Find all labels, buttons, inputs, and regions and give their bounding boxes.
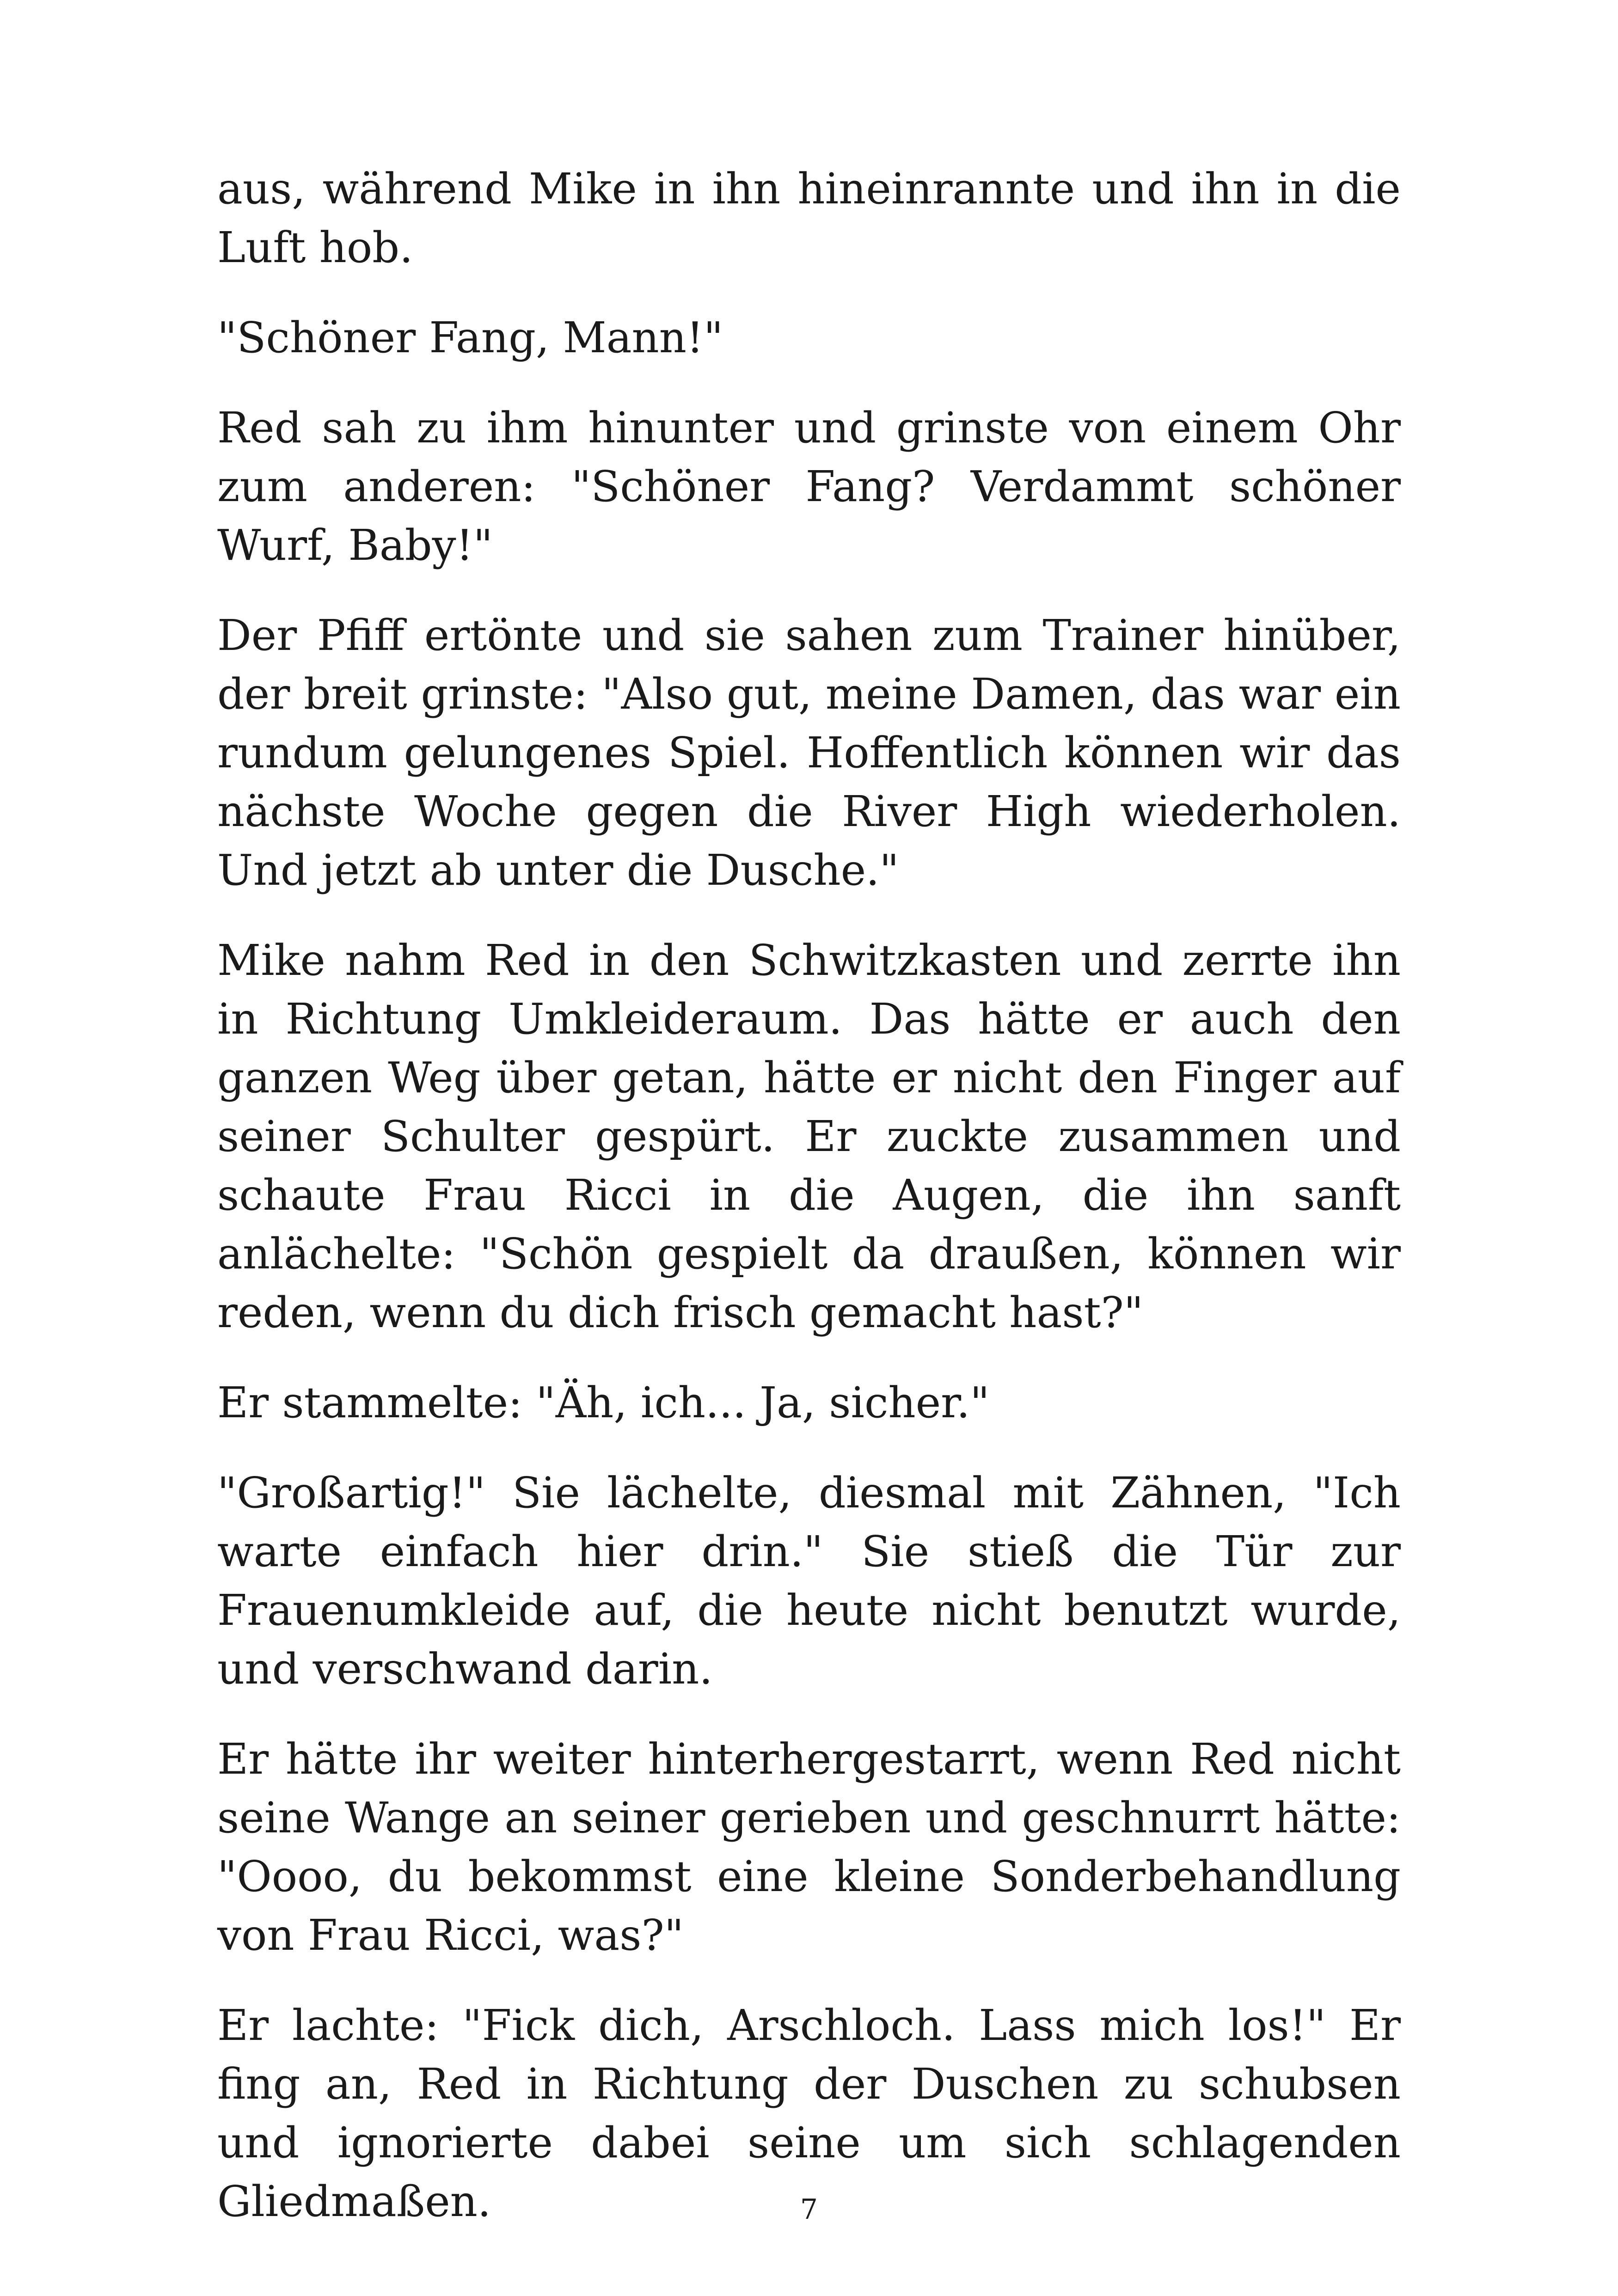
paragraph: Er hätte ihr weiter hinterhergestarrt, wenn Red nicht seine Wange an seiner gerieben und geschnurrt hätte: "Oooo, du bekommst eine kleine Sonderbehandlung von Frau Ricci, was?": [217, 1734, 1401, 1960]
page-number: 7: [800, 2193, 818, 2226]
body-text: [217, 159, 1401, 2262]
paragraph: "Schöner Fang, Mann!": [217, 313, 723, 362]
paragraph: Er stammelte: "Äh, ich... Ja, sicher.": [217, 1378, 990, 1427]
paragraph: Mike nahm Red in den Schwitzkasten und zerrte ihn in Richtung Umkleideraum. Das hätte er auch den ganzen Weg über getan, hätte er nicht den Finger auf seiner Schulter gespürt. Er zuckte zusammen und schaute Frau Ricci in die Augen, die ihn sanft anlächelte: "Schön gespielt da draußen, können wir reden, wenn du dich frisch gemacht hast?": [217, 936, 1401, 1337]
paragraph: Red sah zu ihm hinunter und grinste von einem Ohr zum anderen: "Schöner Fang? Verdammt schöner Wurf, Baby!": [217, 403, 1401, 570]
paragraph: Er lachte: "Fick dich, Arschloch. Lass mich los!" Er fing an, Red in Richtung der Duschen zu schubsen und ignorierte dabei seine um sich schlagenden Gliedmaßen.: [217, 2001, 1401, 2226]
paragraph: Der Pfiff ertönte und sie sahen zum Trainer hinüber, der breit grinste: "Also gut, meine Damen, das war ein rundum gelungenes Spiel. Hoffentlich können wir das nächste Woche gegen die River High wiederholen. Und jetzt ab unter die Dusche.": [217, 611, 1401, 895]
paragraph: "Großartig!" Sie lächelte, diesmal mit Zähnen, "Ich warte einfach hier drin." Sie stieß die Tür zur Frauenumkleide auf, die heute nicht benutzt wurde, und verschwand darin.: [217, 1468, 1401, 1694]
paragraph: aus, während Mike in ihn hineinrannte und ihn in die Luft hob.: [217, 164, 1401, 272]
